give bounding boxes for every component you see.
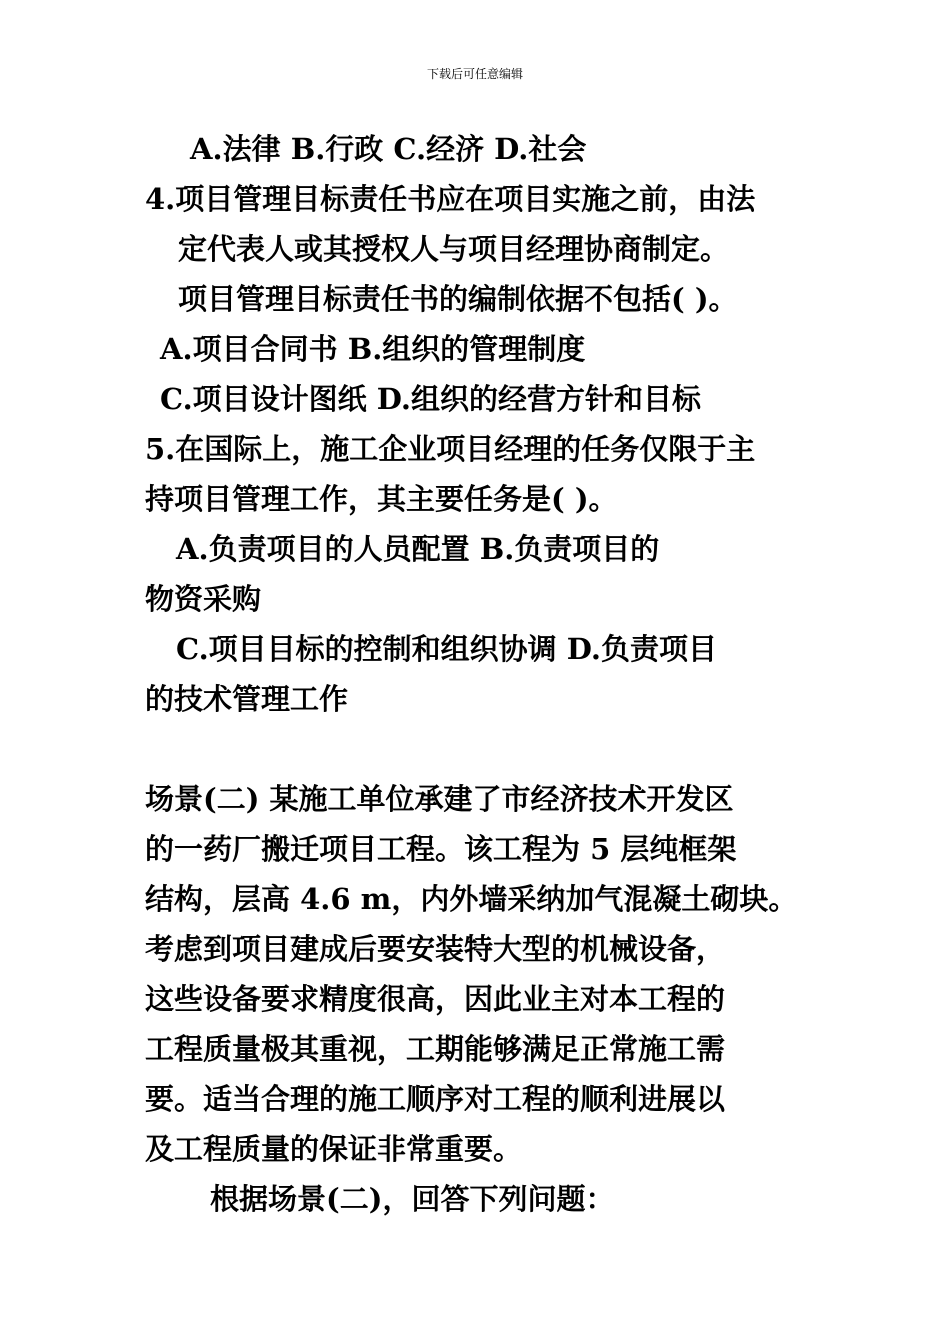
scenario-line-6: 工程质量极其重视，工期能够满足正常施工需 xyxy=(145,1032,726,1066)
scenario-line-3: 结构，层高 4.6 m，内外墙采纳加气混凝土砌块。 xyxy=(145,882,798,916)
question-4-options-cd: C.项目设计图纸 D.组织的经营方针和目标 xyxy=(160,382,701,416)
question-4-line-3: 项目管理目标责任书的编制依据不包括( )。 xyxy=(178,282,738,316)
page-header: 下载后可任意编辑 xyxy=(426,67,523,81)
question-4-options-ab: A.项目合同书 B.组织的管理制度 xyxy=(160,332,586,366)
scenario-question-prompt: 根据场景(二)，回答下列问题： xyxy=(210,1182,615,1216)
scenario-line-7: 要。适当合理的施工顺序对工程的顺利进展以 xyxy=(145,1082,726,1116)
question-5-line-1: 5.在国际上，施工企业项目经理的任务仅限于主 xyxy=(145,432,756,466)
scenario-line-4: 考虑到项目建成后要安装特大型的机械设备， xyxy=(145,932,726,966)
question-4-line-2: 定代表人或其授权人与项目经理协商制定。 xyxy=(178,232,730,266)
scenario-line-8: 及工程质量的保证非常重要。 xyxy=(145,1132,523,1166)
scenario-line-2: 的一药厂搬迁项目工程。该工程为 5 层纯框架 xyxy=(145,832,737,866)
question-5-option-d-continued: 的技术管理工作 xyxy=(145,682,349,716)
question-5-option-b-continued: 物资采购 xyxy=(145,582,262,616)
question-5-options-cd: C.项目目标的控制和组织协调 D.负责项目 xyxy=(176,632,717,666)
answer-options-line: A.法律 B.行政 C.经济 D.社会 xyxy=(190,132,587,166)
scenario-line-5: 这些设备要求精度很高，因此业主对本工程的 xyxy=(145,982,726,1016)
scenario-line-1: 场景(二) 某施工单位承建了市经济技术开发区 xyxy=(145,782,734,816)
question-5-line-2: 持项目管理工作，其主要任务是( )。 xyxy=(145,482,618,516)
question-5-options-ab: A.负责项目的人员配置 B.负责项目的 xyxy=(176,532,660,566)
question-4-line-1: 4.项目管理目标责任书应在项目实施之前，由法 xyxy=(145,182,756,216)
